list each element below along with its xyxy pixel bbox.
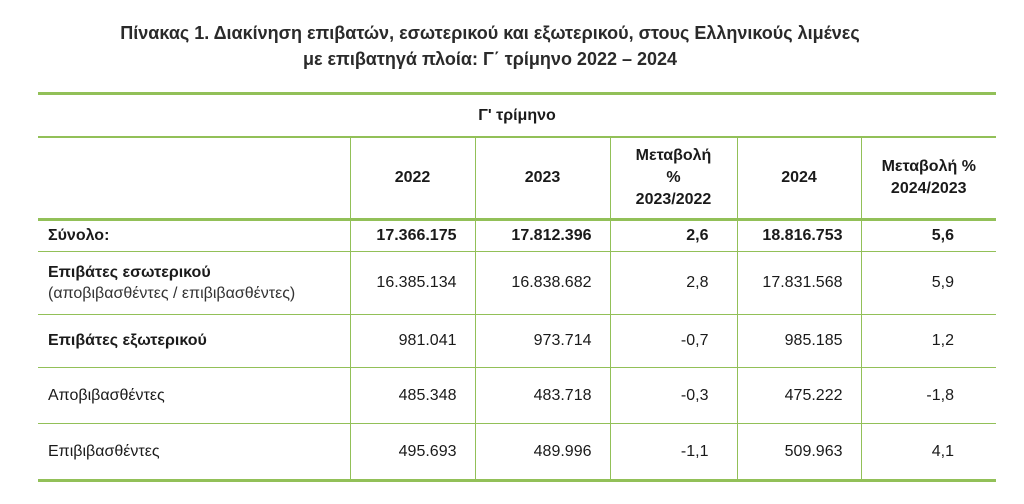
period-header-row	[38, 94, 996, 138]
cell-change-2023-2022: 2,8	[610, 252, 737, 315]
cell-2022: 485.348	[350, 368, 475, 424]
header-change-line-1: Μεταβολή	[635, 147, 712, 164]
column-header-row	[38, 137, 996, 220]
row-label-cell	[38, 252, 350, 315]
row-label: Αποβιβασθέντες	[38, 368, 350, 424]
cell-2022: 16.385.134	[350, 252, 475, 315]
cell-2024: 985.185	[737, 315, 861, 368]
cell-2022: 495.693	[350, 424, 475, 481]
cell-2023: 483.718	[475, 368, 610, 424]
cell-change-2023-2022: 2,6	[610, 220, 737, 252]
row-label: Επιβάτες εσωτερικού	[48, 263, 211, 281]
table-row-disembarked	[38, 368, 996, 424]
cell-2023: 973.714	[475, 315, 610, 368]
cell-change-2023-2022: -0,7	[610, 315, 737, 368]
passenger-traffic-table	[38, 92, 996, 482]
cell-2022: 17.366.175	[350, 220, 475, 252]
period-header: Γ' τρίμηνο	[38, 94, 996, 138]
cell-2024: 509.963	[737, 424, 861, 481]
table-row-international	[38, 315, 996, 368]
header-change-2023-2022	[610, 137, 737, 220]
row-label: Επιβάτες εξωτερικού	[38, 315, 350, 368]
cell-change-2024-2023: -1,8	[861, 368, 996, 424]
header-2024: 2024	[737, 137, 861, 220]
cell-2022: 981.041	[350, 315, 475, 368]
cell-2024: 475.222	[737, 368, 861, 424]
cell-2024: 18.816.753	[737, 220, 861, 252]
cell-change-2024-2023: 1,2	[861, 315, 996, 368]
header-change-line-3: 2023/2022	[635, 191, 712, 208]
title-line-2: με επιβατηγά πλοία: Γ΄ τρίμηνο 2022 – 2024	[302, 49, 678, 69]
header-2022: 2022	[350, 137, 475, 220]
cell-2023: 489.996	[475, 424, 610, 481]
table-row-embarked	[38, 424, 996, 481]
title-line-1: Πίνακας 1. Διακίνηση επιβατών, εσωτερικού και εξωτερικού, στους Ελληνικούς λιμένες	[120, 23, 860, 43]
cell-2023: 16.838.682	[475, 252, 610, 315]
cell-change-2024-2023: 4,1	[861, 424, 996, 481]
table-row-total	[38, 220, 996, 252]
cell-change-2024-2023: 5,9	[861, 252, 996, 315]
header-empty-cell	[38, 137, 350, 220]
header-change2-line-1: Μεταβολή %	[881, 158, 976, 175]
cell-2024: 17.831.568	[737, 252, 861, 315]
cell-change-2023-2022: -0,3	[610, 368, 737, 424]
header-change-2024-2023	[861, 137, 996, 220]
table-row-domestic	[38, 252, 996, 315]
cell-change-2023-2022: -1,1	[610, 424, 737, 481]
header-2023: 2023	[475, 137, 610, 220]
cell-2023: 17.812.396	[475, 220, 610, 252]
header-change-line-2: %	[666, 169, 681, 186]
row-label: Σύνολο:	[38, 220, 350, 252]
row-sublabel: (αποβιβασθέντες / επιβιβασθέντες)	[48, 284, 296, 302]
document-title	[0, 20, 980, 72]
header-change2-line-2: 2024/2023	[890, 180, 967, 197]
row-label: Επιβιβασθέντες	[38, 424, 350, 481]
cell-change-2024-2023: 5,6	[861, 220, 996, 252]
